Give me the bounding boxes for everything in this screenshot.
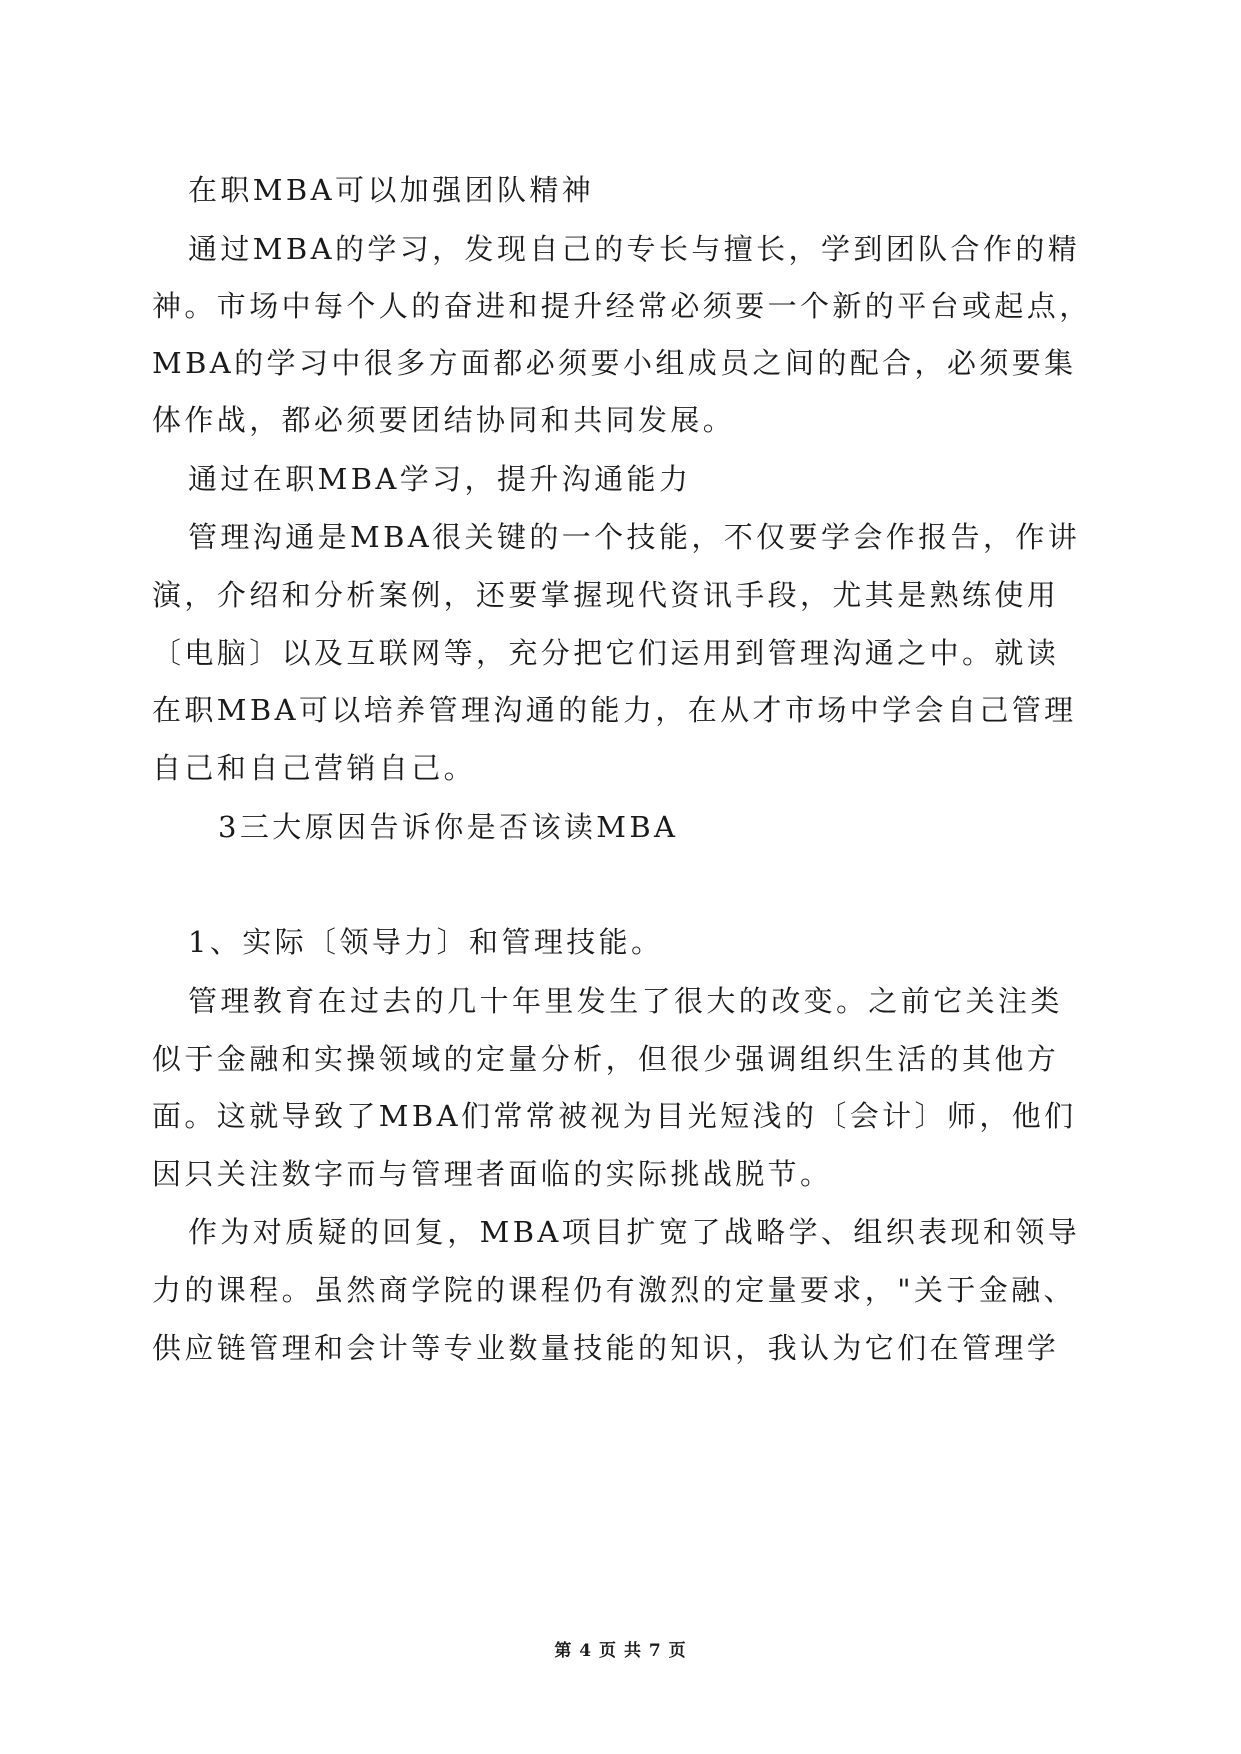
list-item-heading: 1、实际〔领导力〕和管理技能。	[188, 925, 664, 959]
paragraph-line: 面。这就导致了MBA们常常被视为目光短浅的〔会计〕师，他们	[152, 1099, 1077, 1133]
paragraph-line: 体作战，都必须要团结协同和共同发展。	[152, 403, 736, 437]
paragraph-line: 作为对质疑的回复，MBA项目扩宽了战略学、组织表现和领导	[188, 1215, 1081, 1249]
paragraph-line: 自己和自己营销自己。	[152, 751, 477, 785]
paragraph-line: 因只关注数字而与管理者面临的实际挑战脱节。	[152, 1157, 833, 1191]
paragraph-line: 力的课程。虽然商学院的课程仍有激烈的定量要求，"关于金融、	[152, 1273, 1076, 1307]
page-footer: 第 4 页 共 7 页	[554, 1641, 687, 1661]
paragraph-line: 〔电脑〕以及互联网等，充分把它们运用到管理沟通之中。就读	[152, 636, 1060, 670]
paragraph-line: 神。市场中每个人的奋进和提升经常必须要一个新的平台或起点，	[152, 289, 1092, 323]
paragraph-line: 在职MBA可以培养管理沟通的能力，在从才市场中学会自己管理	[152, 693, 1077, 727]
paragraph-line: 管理沟通是MBA很关键的一个技能，不仅要学会作报告，作讲	[188, 520, 1081, 554]
section-heading: 通过在职MBA学习，提升沟通能力	[188, 462, 692, 496]
paragraph-line: MBA的学习中很多方面都必须要小组成员之间的配合，必须要集	[152, 346, 1077, 380]
section-heading: 3三大原因告诉你是否该读MBA	[218, 810, 679, 844]
paragraph-line: 通过MBA的学习，发现自己的专长与擅长，学到团队合作的精	[188, 232, 1081, 266]
paragraph-line: 演，介绍和分析案例，还要掌握现代资讯手段，尤其是熟练使用	[152, 578, 1060, 612]
paragraph-line: 供应链管理和会计等专业数量技能的知识，我认为它们在管理学	[152, 1331, 1060, 1365]
paragraph-line: 似于金融和实操领域的定量分析，但很少强调组织生活的其他方	[152, 1042, 1060, 1076]
paragraph-line: 管理教育在过去的几十年里发生了很大的改变。之前它关注类	[188, 984, 1063, 1018]
section-heading: 在职MBA可以加强团队精神	[188, 173, 595, 207]
